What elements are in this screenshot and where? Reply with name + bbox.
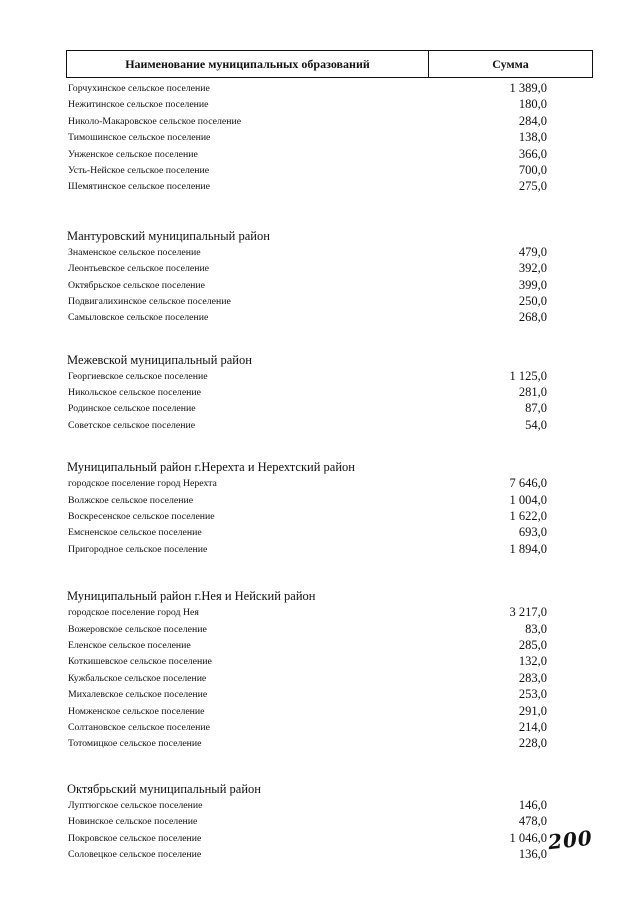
- header-name-column: Наименование муниципальных образований: [67, 51, 429, 77]
- table-row: [67, 310, 547, 326]
- settlement-sum: 1 004,0: [509, 492, 547, 507]
- settlement-name: Знаменское сельское поселение: [68, 246, 201, 258]
- table-row: [67, 385, 547, 401]
- settlement-sum: 366,0: [518, 146, 547, 161]
- district-title: Муниципальный район г.Нея и Нейский район: [67, 589, 316, 604]
- settlement-name: Михалевское сельское поселение: [68, 689, 208, 701]
- settlement-name: Пригородное сельское поселение: [68, 543, 208, 555]
- settlement-name: Никольское сельское поселение: [68, 387, 202, 399]
- settlement-sum: 1 046,0: [509, 830, 547, 845]
- table-row: [67, 278, 547, 294]
- settlement-sum: 283,0: [518, 670, 547, 685]
- settlement-sum: 214,0: [518, 719, 547, 734]
- settlement-sum: 132,0: [518, 654, 547, 669]
- table-row: [67, 476, 547, 492]
- settlement-sum: 54,0: [525, 417, 547, 432]
- municipal-group: [67, 352, 547, 435]
- table-header: [66, 50, 593, 78]
- table-row: [67, 638, 547, 654]
- settlement-name: Соловецкое сельское поселение: [68, 848, 202, 860]
- municipal-group: [67, 588, 547, 753]
- municipal-group: [67, 459, 547, 558]
- table-row: [67, 720, 547, 736]
- settlement-sum: 693,0: [518, 525, 547, 540]
- table-row: [67, 294, 547, 310]
- municipal-group: [67, 228, 547, 327]
- settlement-name: Унженское сельское поселение: [68, 148, 198, 160]
- table-row: [67, 163, 547, 179]
- settlement-name: Тотомицкое сельское поселение: [68, 738, 202, 750]
- settlement-name: Леонтьевское сельское поселение: [68, 263, 210, 275]
- settlement-name: Георгиевское сельское поселение: [68, 370, 208, 382]
- table-row: [67, 97, 547, 113]
- settlement-name: Родинское сельское поселение: [68, 403, 196, 415]
- settlement-sum: 253,0: [518, 687, 547, 702]
- settlement-name: Коткишевское сельское поселение: [68, 656, 212, 668]
- settlement-sum: 146,0: [518, 797, 547, 812]
- settlement-name: Волжское сельское поселение: [68, 494, 194, 506]
- table-row: [67, 245, 547, 261]
- district-title: Октябрьский муниципальный район: [67, 781, 261, 796]
- settlement-sum: 228,0: [518, 736, 547, 751]
- table-row: [67, 261, 547, 277]
- settlement-sum: 268,0: [518, 310, 547, 325]
- table-row: [67, 654, 547, 670]
- settlement-name: Еленское сельское поселение: [68, 639, 191, 651]
- settlement-name: Покровское сельское поселение: [68, 832, 202, 844]
- table-body: [67, 81, 547, 863]
- settlement-name: Емсненское сельское поселение: [68, 527, 202, 539]
- table-row: [67, 831, 547, 847]
- municipal-group: [67, 81, 547, 196]
- municipal-group: [67, 781, 547, 864]
- settlement-name: городское поселение город Нея: [68, 607, 199, 619]
- settlement-sum: 1 389,0: [509, 81, 547, 95]
- table-row: [67, 605, 547, 621]
- settlement-sum: 275,0: [518, 179, 547, 194]
- settlement-sum: 136,0: [518, 846, 547, 861]
- settlement-sum: 281,0: [518, 385, 547, 400]
- settlement-sum: 478,0: [518, 814, 547, 829]
- table-row: [67, 704, 547, 720]
- settlement-sum: 138,0: [518, 130, 547, 145]
- settlement-sum: 3 217,0: [509, 605, 547, 620]
- settlement-name: Советское сельское поселение: [68, 419, 196, 431]
- table-row: [67, 814, 547, 830]
- settlement-sum: 1 125,0: [509, 368, 547, 383]
- district-title: Муниципальный район г.Нерехта и Нерехтский район: [67, 460, 355, 475]
- settlement-name: Воскресенское сельское поселение: [68, 511, 215, 523]
- table-row: [67, 130, 547, 146]
- table-row: [67, 114, 547, 130]
- settlement-sum: 83,0: [525, 621, 547, 636]
- table-row: [67, 542, 547, 558]
- table-row: [67, 179, 547, 195]
- settlement-name: Усть-Нейское сельское поселение: [68, 164, 210, 176]
- table-row: [67, 369, 547, 385]
- settlement-sum: 87,0: [525, 401, 547, 416]
- table-row: [67, 147, 547, 163]
- table-row: [67, 847, 547, 863]
- settlement-sum: 1 622,0: [509, 509, 547, 524]
- table-row: [67, 401, 547, 417]
- settlement-name: Кужбальское сельское поселение: [68, 672, 207, 684]
- settlement-sum: 180,0: [518, 97, 547, 112]
- handwritten-page-number: 200: [546, 825, 594, 855]
- settlement-name: Самыловское сельское поселение: [68, 312, 209, 324]
- settlement-name: Горчухинское сельское поселение: [68, 83, 210, 94]
- settlement-name: Номженское сельское поселение: [68, 705, 205, 717]
- district-title: Мантуровский муниципальный район: [67, 228, 270, 243]
- table-row: [67, 687, 547, 703]
- table-row: [67, 418, 547, 434]
- settlement-name: Солтановское сельское поселение: [68, 721, 210, 733]
- settlement-name: Нежитинское сельское поселение: [68, 99, 209, 111]
- table-row: [67, 525, 547, 541]
- settlement-sum: 291,0: [518, 703, 547, 718]
- table-row: [67, 493, 547, 509]
- settlement-name: Новинское сельское поселение: [68, 816, 198, 828]
- settlement-sum: 700,0: [518, 162, 547, 177]
- settlement-sum: 392,0: [518, 261, 547, 276]
- settlement-name: Тимошинское сельское поселение: [68, 132, 211, 144]
- settlement-name: Подвигалихинское сельское поселение: [68, 295, 231, 307]
- settlement-sum: 250,0: [518, 293, 547, 308]
- settlement-name: Октябрьское сельское поселение: [68, 279, 206, 291]
- settlement-name: Николо-Макаровское сельское поселение: [68, 115, 242, 127]
- table-row: [67, 622, 547, 638]
- settlement-sum: 7 646,0: [509, 476, 547, 491]
- settlement-sum: 399,0: [518, 277, 547, 292]
- header-sum-column: Сумма: [492, 56, 529, 71]
- settlement-sum: 284,0: [518, 113, 547, 128]
- settlement-sum: 285,0: [518, 637, 547, 652]
- table-row: [67, 671, 547, 687]
- table-row: [67, 81, 547, 97]
- settlement-name: Луптюгское сельское поселение: [68, 799, 203, 811]
- table-row: [67, 798, 547, 814]
- settlement-name: городское поселение город Нерехта: [68, 478, 217, 490]
- settlement-name: Шемятинское сельское поселение: [68, 181, 211, 193]
- settlement-name: Вожеровское сельское поселение: [68, 623, 207, 635]
- settlement-sum: 1 894,0: [509, 541, 547, 556]
- district-title: Межевской муниципальный район: [67, 352, 252, 367]
- table-row: [67, 736, 547, 752]
- settlement-sum: 479,0: [518, 244, 547, 259]
- table-row: [67, 509, 547, 525]
